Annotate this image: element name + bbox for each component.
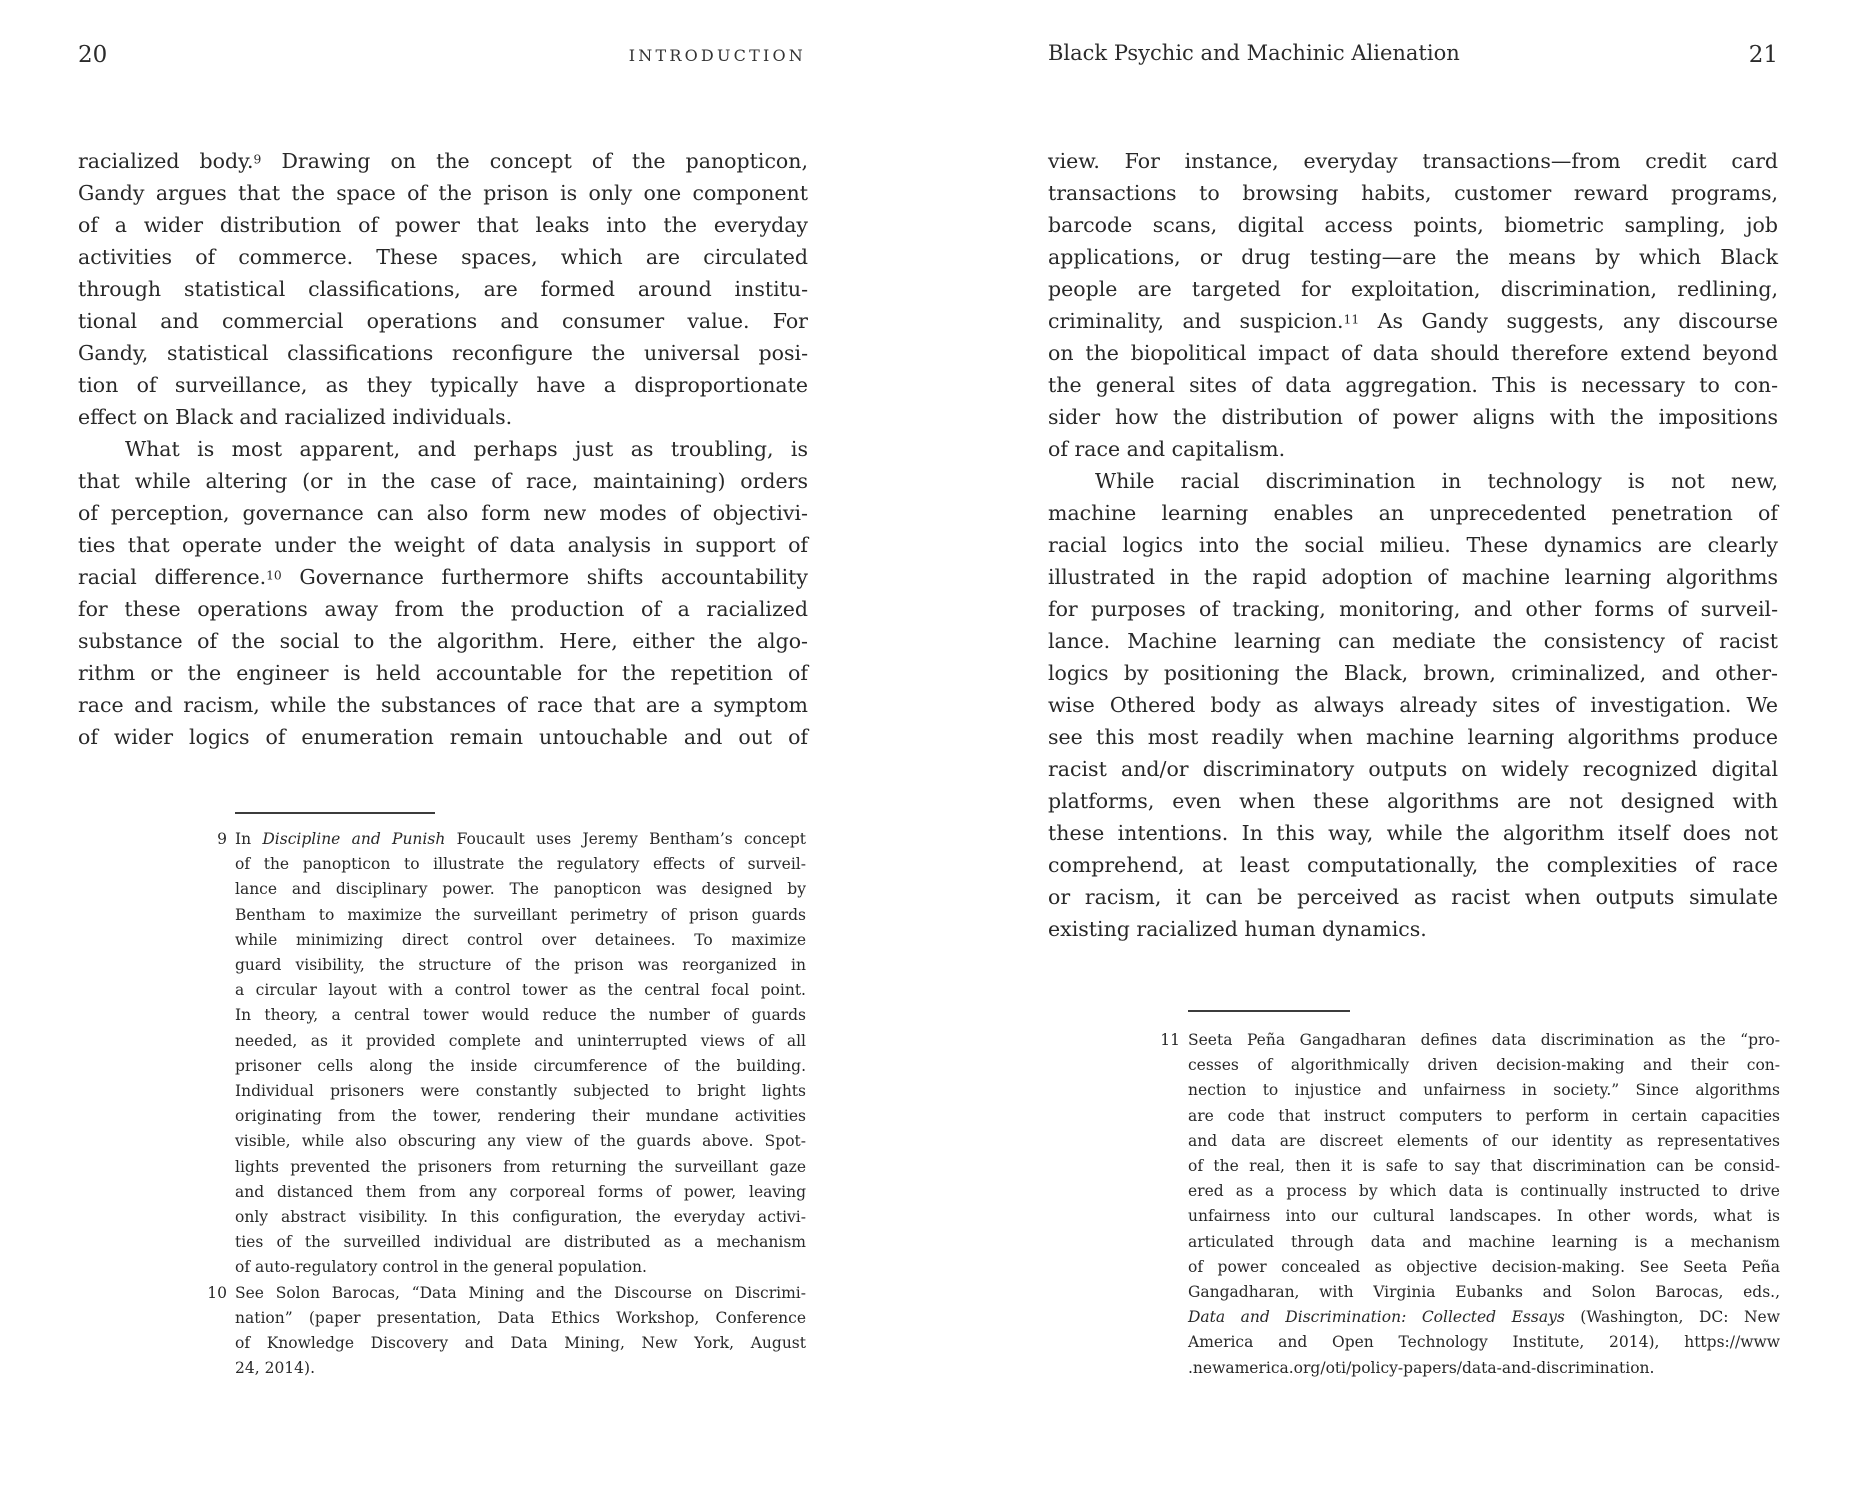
footnote-line: America and Open Technology Institute, 2014), https://www — [1188, 1333, 1780, 1352]
text-line: tion of surveillance, as they typically have a disproportionate — [78, 373, 808, 397]
text-line: rithm or the engineer is held accountable for the repetition of — [78, 661, 808, 685]
left-footnote-rule — [235, 812, 435, 814]
text-line: substance of the social to the algorithm. Here, either the algo- — [78, 629, 808, 653]
text-line: ties that operate under the weight of data analysis in support of — [78, 533, 808, 557]
footnote-line: unfairness into our cultural landscapes. In other words, what is — [1188, 1207, 1780, 1226]
footnote-line: nation” (paper presentation, Data Ethics Workshop, Conference — [235, 1308, 806, 1327]
footnote-line: nection to injustice and unfairness in society.” Since algorithms — [1188, 1081, 1780, 1100]
footnote-line: articulated through data and machine learning is a mechanism — [1188, 1232, 1780, 1251]
footnote-line: ties of the surveilled individual are distributed as a mechanism — [235, 1233, 806, 1252]
footnote-line: In theory, a central tower would reduce the number of guards — [235, 1006, 806, 1025]
footnote-line: needed, as it provided complete and uninterrupted views of all — [235, 1031, 806, 1050]
footnote-line: only abstract visibility. In this configuration, the everyday activi- — [235, 1208, 806, 1227]
text-line: for these operations away from the production of a racialized — [78, 597, 808, 621]
text-line: on the biopolitical impact of data should therefore extend beyond — [1048, 341, 1778, 365]
footnote-line: Data and Discrimination: Collected Essays (Washington, DC: New — [1188, 1308, 1780, 1327]
text-line: of a wider distribution of power that leaks into the everyday — [78, 213, 808, 237]
text-line: racialized body.$^9$ Drawing on the concept of the panopticon, — [78, 149, 808, 173]
text-line: platforms, even when these algorithms are not designed with — [1048, 789, 1778, 813]
text-line: racial difference.$^{10}$ Governance furthermore shifts accountability — [78, 565, 808, 589]
text-line: Gandy argues that the space of the prison is only one component — [78, 181, 808, 205]
footnote — [217, 827, 806, 1281]
text-line: transactions to browsing habits, customer reward programs, — [1048, 181, 1778, 205]
footnote-line: of Knowledge Discovery and Data Mining, New York, August — [235, 1334, 806, 1353]
text-line: existing racialized human dynamics. — [1048, 917, 1427, 941]
text-line: view. For instance, everyday transactions—from credit card — [1048, 149, 1778, 173]
footnote-line: Seeta Peña Gangadharan defines data discrimination as the “pro- — [1188, 1031, 1780, 1049]
footnote-line: are code that instruct computers to perform in certain capacities — [1188, 1106, 1780, 1125]
text-line: machine learning enables an unprecedented penetration of — [1048, 501, 1778, 525]
footnote-line: and distanced them from any corporeal forms of power, leaving — [235, 1182, 806, 1201]
text-line: lance. Machine learning can mediate the consistency of racist — [1048, 629, 1778, 653]
text-line: race and racism, while the substances of race that are a symptom — [78, 693, 808, 717]
text-line: activities of commerce. These spaces, which are circulated — [78, 245, 808, 269]
text-line: or racism, it can be perceived as racist when outputs simulate — [1048, 885, 1778, 909]
right-page-footnotes — [1160, 1028, 1780, 1381]
footnote-line: Gangadharan, with Virginia Eubanks and Solon Barocas, eds., — [1188, 1283, 1780, 1302]
right-page-body-text — [1048, 145, 1778, 945]
footnote-line: visible, while also obscuring any view of the guards above. Spot- — [235, 1132, 806, 1151]
footnote-line: originating from the tower, rendering their mundane activities — [235, 1107, 806, 1126]
footnote-line: of auto-regulatory control in the general population. — [235, 1258, 647, 1277]
footnote — [207, 1281, 806, 1382]
text-line: racist and/or discriminatory outputs on widely recognized digital — [1048, 757, 1778, 781]
text-line: Gandy, statistical classifications reconfigure the universal posi- — [78, 341, 808, 365]
text-line: illustrated in the rapid adoption of machine learning algorithms — [1048, 565, 1778, 589]
footnote-number: 11 — [1160, 1031, 1180, 1049]
text-line: people are targeted for exploitation, discrimination, redlining, — [1048, 277, 1778, 301]
text-line: barcode scans, digital access points, biometric sampling, job — [1048, 213, 1778, 237]
left-running-head: INTRODUCTION — [628, 46, 806, 65]
footnote-line: a circular layout with a control tower as the central focal point. — [235, 981, 806, 1000]
footnote-number: 9 — [217, 830, 227, 848]
footnote-line: 24, 2014). — [235, 1359, 315, 1378]
right-running-head: Black Psychic and Machinic Alienation — [1048, 41, 1460, 65]
text-line: criminality, and suspicion.$^{11}$ As Gandy suggests, any discourse — [1048, 309, 1778, 333]
left-page-folio: 20 — [78, 42, 108, 68]
footnote-line: See Solon Barocas, “Data Mining and the Discourse on Discrimi- — [235, 1283, 806, 1302]
paragraph — [78, 433, 808, 753]
paragraph — [1048, 465, 1778, 945]
text-line: comprehend, at least computationally, the complexities of race — [1048, 853, 1778, 877]
text-line: applications, or drug testing—are the means by which Black — [1048, 245, 1778, 269]
footnote-line: guard visibility, the structure of the prison was reorganized in — [235, 956, 806, 975]
right-footnote-rule — [1188, 1010, 1350, 1012]
text-line: the general sites of data aggregation. This is necessary to con- — [1048, 373, 1778, 397]
footnote-number: 10 — [207, 1283, 227, 1302]
footnote-line: of the panopticon to illustrate the regulatory effects of surveil- — [235, 855, 806, 874]
text-line: logics by positioning the Black, brown, criminalized, and other- — [1048, 661, 1778, 685]
footnote-line: lights prevented the prisoners from returning the surveillant gaze — [235, 1157, 806, 1176]
footnote-line: Bentham to maximize the surveillant perimetry of prison guards — [235, 905, 806, 924]
footnote-line: cesses of algorithmically driven decision-making and their con- — [1188, 1056, 1780, 1075]
footnote-line: while minimizing direct control over detainees. To maximize — [235, 930, 806, 949]
footnote-line: .newamerica.org/oti/policy-papers/data-and-discrimination. — [1188, 1358, 1655, 1377]
paragraph — [78, 145, 808, 433]
text-line: sider how the distribution of power aligns with the impositions — [1048, 405, 1778, 429]
text-line: of perception, governance can also form new modes of objectivi- — [78, 501, 808, 525]
footnote-line: of the real, then it is safe to say that discrimination can be consid- — [1188, 1157, 1780, 1176]
footnote-line: ered as a process by which data is continually instructed to drive — [1188, 1182, 1780, 1201]
text-line: of wider logics of enumeration remain untouchable and out of — [78, 725, 808, 749]
footnote — [1160, 1028, 1780, 1381]
left-page-footnotes — [207, 827, 806, 1381]
right-page-folio: 21 — [1748, 42, 1778, 68]
text-line: What is most apparent, and perhaps just as troubling, is — [125, 437, 808, 461]
footnote-line: of power concealed as objective decision-making. See Seeta Peña — [1188, 1257, 1780, 1276]
text-line: that while altering (or in the case of race, maintaining) orders — [78, 469, 808, 493]
text-line: wise Othered body as always already sites of investigation. We — [1048, 693, 1778, 717]
text-line: While racial discrimination in technology is not new, — [1095, 469, 1778, 493]
text-line: through statistical classifications, are formed around institu- — [78, 277, 808, 301]
text-line: see this most readily when machine learning algorithms produce — [1048, 725, 1778, 749]
left-page-body-text — [78, 145, 808, 753]
footnote-line: prisoner cells along the inside circumference of the building. — [235, 1056, 806, 1075]
text-line: for purposes of tracking, monitoring, and other forms of surveil- — [1048, 597, 1778, 621]
text-line: effect on Black and racialized individuals. — [78, 405, 513, 429]
text-line: of race and capitalism. — [1048, 437, 1286, 461]
footnote-line: Individual prisoners were constantly subjected to bright lights — [235, 1082, 806, 1101]
text-line: racial logics into the social milieu. These dynamics are clearly — [1048, 533, 1778, 557]
paragraph — [1048, 145, 1778, 465]
text-line: these intentions. In this way, while the algorithm itself does not — [1048, 821, 1778, 845]
footnote-line: and data are discreet elements of our identity as representatives — [1188, 1131, 1780, 1150]
footnote-line: lance and disciplinary power. The panopticon was designed by — [235, 880, 806, 899]
footnote-line: In Discipline and Punish Foucault uses Jeremy Bentham’s concept — [235, 830, 806, 848]
text-line: tional and commercial operations and consumer value. For — [78, 309, 808, 333]
